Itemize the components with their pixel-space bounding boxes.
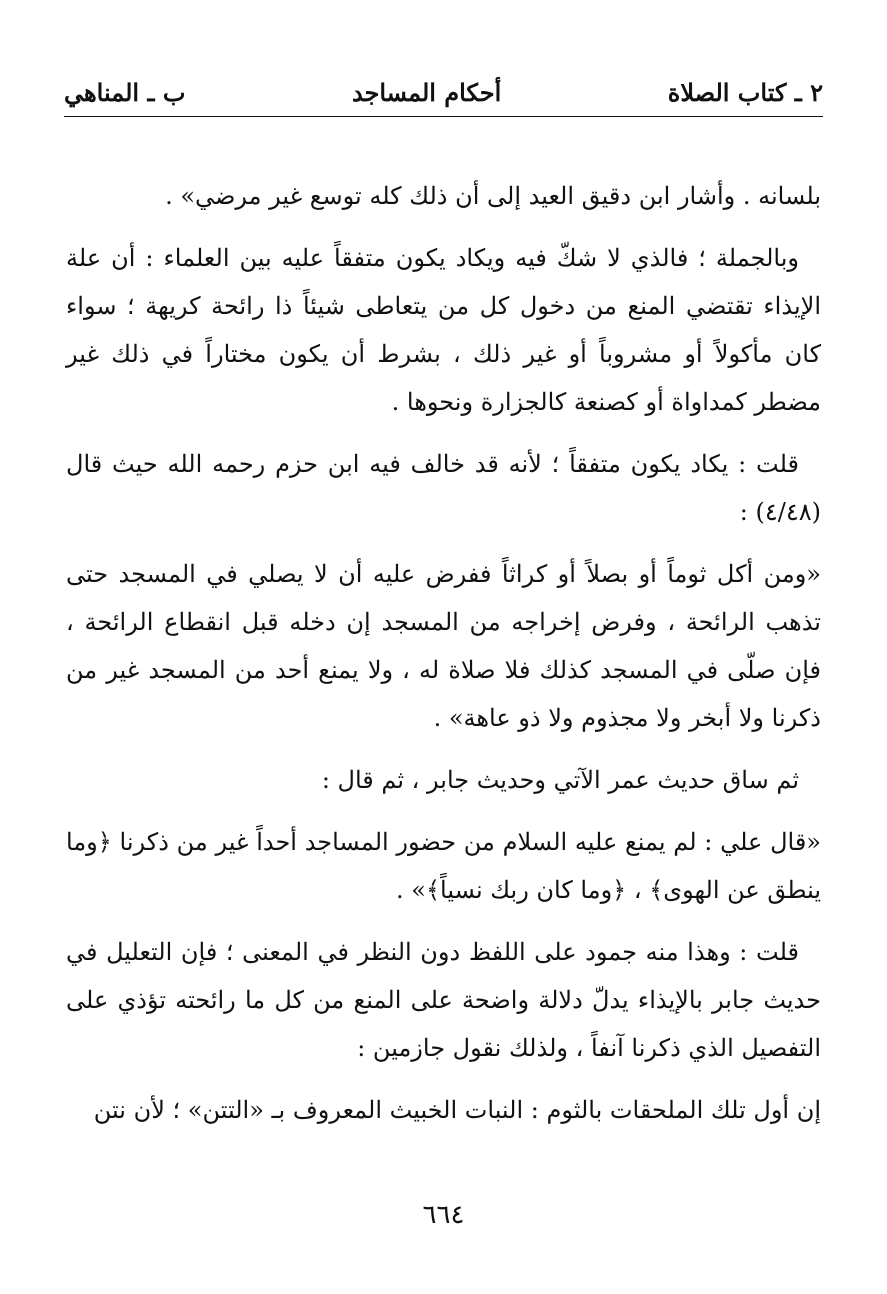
paragraph: ثم ساق حديث عمر الآتي وحديث جابر ، ثم قال : — [321, 766, 799, 794]
paragraph: قلت : يكاد يكون متفقاً ؛ لأنه قد خالف فيه ابن حزم رحمه الله حيث قال (٤/٤٨) : — [66, 450, 821, 526]
running-header — [64, 72, 823, 112]
page-number: ٦٦٤ — [422, 1200, 465, 1230]
quote-paragraph: «قال علي : لم يمنع عليه السلام من حضور المساجد أحداً غير من ذكرنا ﴿وما ينطق عن الهوى﴾ ، ﴿وما كان ربك نسياً﴾» . — [66, 828, 821, 904]
header-rule — [64, 116, 823, 117]
paragraph: وبالجملة ؛ فالذي لا شكّ فيه ويكاد يكون متفقاً عليه بين العلماء : أن علة الإيذاء تقتضي المنع من دخول كل من يتعاطى شيئاً ذا رائحة كريهة ؛ سواء كان مأكولاً أو مشروباً أو غير ذلك ، بشرط أن يكون مختاراً في ذلك غير مضطر كمداواة أو كصنعة كالجزارة ونحوها . — [66, 244, 821, 416]
header-topic: أحكام المساجد — [351, 77, 502, 107]
header-section: ب ـ المناهي — [64, 77, 186, 107]
quote-paragraph: «ومن أكل ثوماً أو بصلاً أو كراثاً ففرض عليه أن لا يصلي في المسجد حتى تذهب الرائحة ، وفرض إخراجه من المسجد إن دخله قبل انقطاع الرائحة ، فإن صلّى في المسجد كذلك فلا صلاة له ، ولا يمنع أحد من المسجد غير من ذكرنا ولا أبخر ولا مجذوم ولا ذو عاهة» . — [66, 560, 821, 732]
header-chapter: ٢ ـ كتاب الصلاة — [667, 77, 823, 107]
paragraph: قلت : وهذا منه جمود على اللفظ دون النظر في المعنى ؛ فإن التعليل في حديث جابر بالإيذاء يدلّ دلالة واضحة على المنع من كل ما رائحته تؤذي على التفصيل الذي ذكرنا آنفاً ، ولذلك نقول جازمين : — [66, 938, 821, 1062]
paragraph: إن أول تلك الملحقات بالثوم : النبات الخبيث المعروف بـ «التتن» ؛ لأن نتن — [93, 1096, 821, 1124]
paragraph: بلسانه . وأشار ابن دقيق العيد إلى أن ذلك كله توسع غير مرضي» . — [165, 182, 821, 210]
page-body — [66, 172, 821, 1148]
